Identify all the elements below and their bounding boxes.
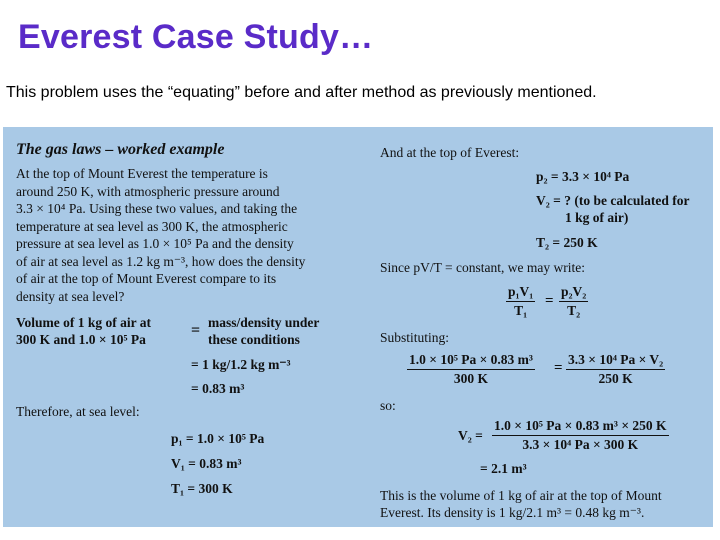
substitution-right-numerator: 3.3 × 10⁴ Pa × V₂ xyxy=(566,352,665,370)
top-volume-line2: 1 kg of air) xyxy=(565,210,629,225)
ratio-left-fraction xyxy=(506,284,535,319)
ratio-right-numerator: p₂V₂ xyxy=(559,284,588,302)
ratio-equals: = xyxy=(545,293,554,309)
volume-step3: = 0.83 m³ xyxy=(191,381,245,396)
problem-line: 3.3 × 10⁴ Pa. Using these two values, and taking the xyxy=(16,201,298,216)
top-volume-line1: V₂ = ? (to be calculated for xyxy=(536,193,690,208)
conclusion-line2: Everest. Its density is 1 kg/2.1 m³ = 0.48 kg m⁻³. xyxy=(380,505,645,520)
problem-line: At the top of Mount Everest the temperature is xyxy=(16,166,268,181)
worked-example-image xyxy=(3,127,713,527)
substitution-right-fraction xyxy=(566,352,665,387)
sea-level-volume: V₁ = 0.83 m³ xyxy=(171,456,242,471)
problem-statement xyxy=(16,165,305,305)
v2-numerator: 1.0 × 10⁵ Pa × 0.83 m³ × 250 K xyxy=(492,418,669,436)
v2-result: = 2.1 m³ xyxy=(480,461,527,476)
substitution-left-numerator: 1.0 × 10⁵ Pa × 0.83 m³ xyxy=(407,352,535,370)
top-pressure: p₂ = 3.3 × 10⁴ Pa xyxy=(536,169,630,184)
therefore-text: Therefore, at sea level: xyxy=(16,404,140,419)
v2-label: V₂ = xyxy=(458,428,483,443)
substitution-right-denominator: 250 K xyxy=(598,371,633,386)
substitution-left-denominator: 300 K xyxy=(453,371,489,386)
substitution-left-fraction xyxy=(407,352,535,387)
volume-equals: = xyxy=(191,322,201,339)
ratio-right-fraction xyxy=(559,284,588,319)
volume-label-line1: Volume of 1 kg of air at xyxy=(16,315,151,330)
sea-level-temperature: T₁ = 300 K xyxy=(171,481,233,496)
so-text: so: xyxy=(380,398,396,413)
top-intro: And at the top of Everest: xyxy=(380,145,520,160)
ratio-right-denominator: T₂ xyxy=(567,303,581,318)
sea-level-pressure: p₁ = 1.0 × 10⁵ Pa xyxy=(171,431,265,446)
volume-label-line2: 300 K and 1.0 × 10⁵ Pa xyxy=(16,332,146,347)
problem-line: of air at the top of Mount Everest compare to its xyxy=(16,271,277,286)
since-text: Since pV/T = constant, we may write: xyxy=(380,260,585,275)
volume-rhs-line1: mass/density under xyxy=(208,315,320,330)
volume-step2: = 1 kg/1.2 kg m⁻³ xyxy=(191,357,291,372)
top-temperature: T₂ = 250 K xyxy=(536,235,598,250)
slide-subtitle: This problem uses the “equating” before and after method as previously mentioned. xyxy=(6,84,597,101)
problem-line: around 250 K, with atmospheric pressure around xyxy=(16,183,280,199)
conclusion-line1: This is the volume of 1 kg of air at the top of Mount xyxy=(380,488,662,503)
v2-denominator: 3.3 × 10⁴ Pa × 300 K xyxy=(522,437,639,452)
problem-line: of air at sea level as 1.2 kg m⁻³, how does the density xyxy=(16,253,306,269)
volume-rhs-line2: these conditions xyxy=(208,332,300,347)
substituting-text: Substituting: xyxy=(380,330,450,345)
example-heading: The gas laws – worked example xyxy=(16,141,225,158)
substitution-equals: = xyxy=(554,360,563,376)
problem-line: density at sea level? xyxy=(16,288,125,304)
ratio-left-numerator: p₁V₁ xyxy=(506,284,535,302)
problem-line: temperature at sea level as 300 K, the atmospheric xyxy=(16,218,288,234)
ratio-left-denominator: T₁ xyxy=(514,303,528,318)
problem-line: pressure at sea level as 1.0 × 10⁵ Pa and the density xyxy=(16,236,294,251)
v2-fraction xyxy=(492,418,669,453)
slide-title: Everest Case Study… xyxy=(18,18,374,56)
